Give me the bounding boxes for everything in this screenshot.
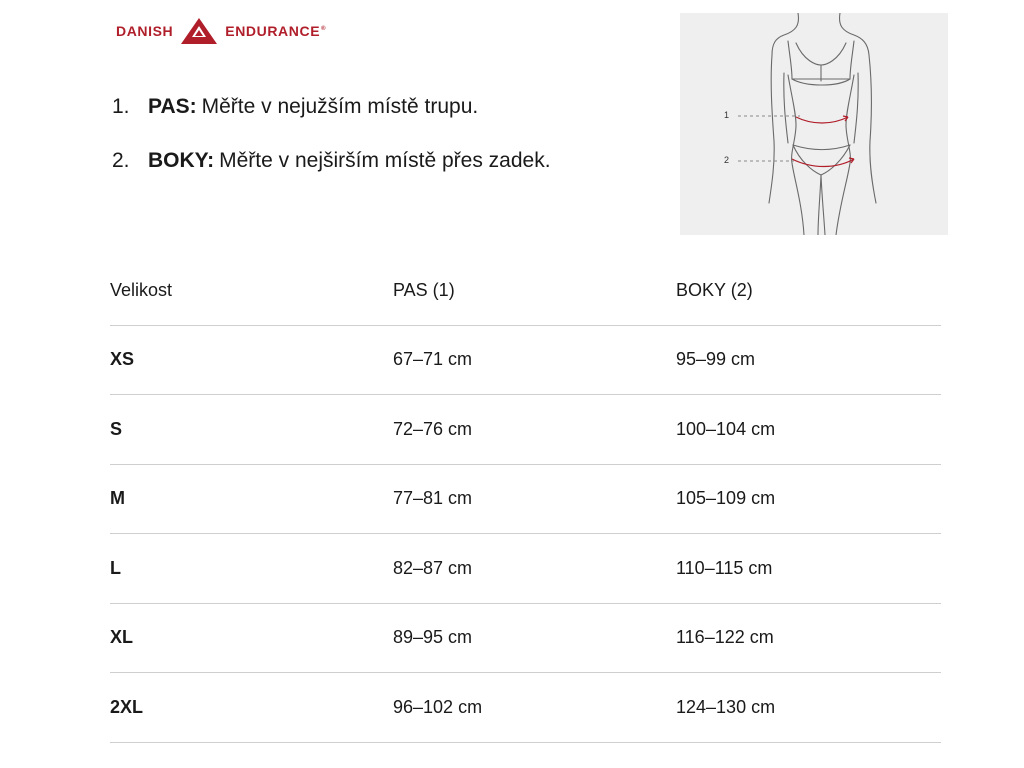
- size-cell: L: [110, 534, 393, 604]
- waist-cell: 67–71 cm: [393, 325, 676, 395]
- size-cell: S: [110, 395, 393, 465]
- table-row: [110, 325, 941, 395]
- hips-cell: 100–104 cm: [676, 395, 941, 465]
- table-row: [110, 464, 941, 534]
- measuring-instructions: [112, 92, 652, 200]
- size-cell: M: [110, 464, 393, 534]
- size-cell: XL: [110, 603, 393, 673]
- waist-cell: 82–87 cm: [393, 534, 676, 604]
- table-row: [110, 673, 941, 743]
- waist-marker-label: 1: [724, 110, 730, 120]
- hips-cell: 110–115 cm: [676, 534, 941, 604]
- size-chart-table: [110, 256, 941, 743]
- table-row: [110, 603, 941, 673]
- column-header-waist: PAS (1): [393, 256, 676, 325]
- body-measurement-illustration: [680, 13, 948, 235]
- trademark-symbol: ®: [321, 26, 327, 33]
- instruction-text: Měřte v nejširším místě přes zadek.: [219, 149, 551, 172]
- size-cell: 2XL: [110, 673, 393, 743]
- brand-logo: [116, 14, 326, 48]
- instruction-text: Měřte v nejužším místě trupu.: [201, 95, 479, 118]
- waist-cell: 72–76 cm: [393, 395, 676, 465]
- instruction-term: BOKY:: [148, 149, 215, 172]
- table-header-row: [110, 256, 941, 325]
- hips-marker-label: 2: [724, 155, 730, 165]
- hips-cell: 124–130 cm: [676, 673, 941, 743]
- instruction-item: [112, 92, 652, 122]
- size-cell: XS: [110, 325, 393, 395]
- column-header-hips: BOKY (2): [676, 256, 941, 325]
- waist-cell: 89–95 cm: [393, 603, 676, 673]
- waist-cell: 96–102 cm: [393, 673, 676, 743]
- instruction-number: 2.: [112, 149, 130, 172]
- table-row: [110, 395, 941, 465]
- instruction-term: PAS:: [148, 95, 197, 118]
- brand-name-right: ENDURANCE®: [225, 23, 327, 39]
- waist-cell: 77–81 cm: [393, 464, 676, 534]
- logo-mountain-icon: [179, 16, 219, 46]
- column-header-size: Velikost: [110, 256, 393, 325]
- hips-cell: 105–109 cm: [676, 464, 941, 534]
- instruction-item: [112, 146, 652, 176]
- body-outline-drawing: [680, 13, 948, 235]
- brand-name-left: DANISH: [116, 23, 174, 39]
- hips-cell: 116–122 cm: [676, 603, 941, 673]
- instruction-number: 1.: [112, 95, 130, 118]
- table-row: [110, 534, 941, 604]
- hips-cell: 95–99 cm: [676, 325, 941, 395]
